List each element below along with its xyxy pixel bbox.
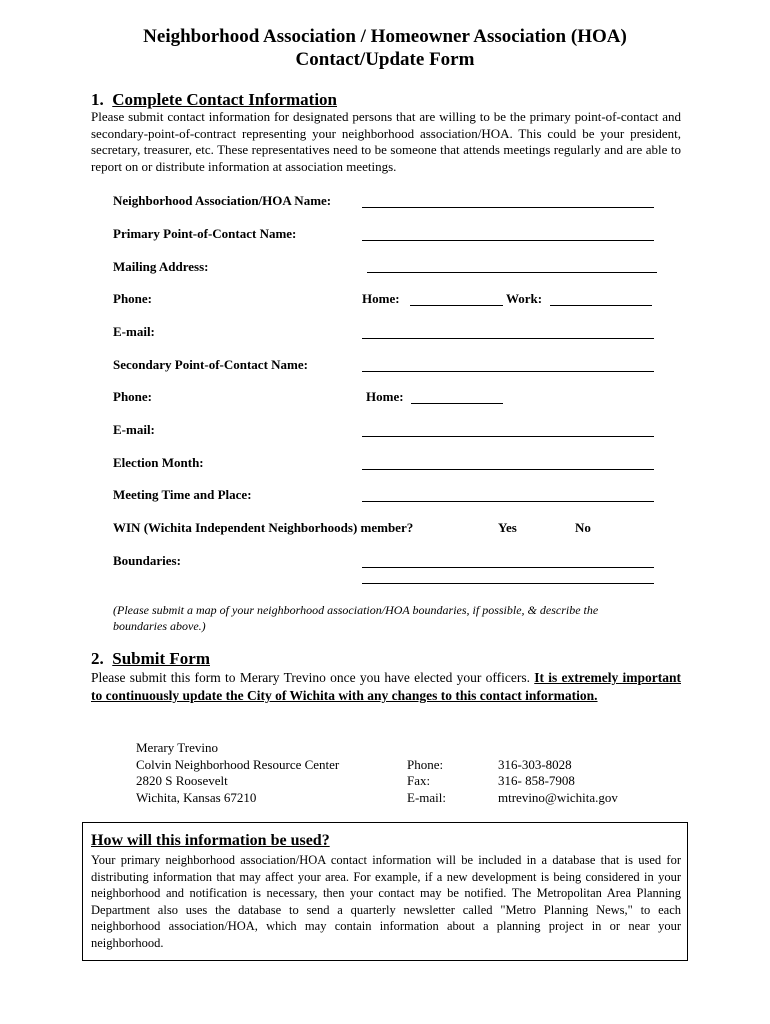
email1-field[interactable] — [362, 338, 654, 339]
contact-fax-label: Fax: — [407, 773, 431, 788]
email1-label: E-mail: — [113, 324, 155, 339]
boundaries-note: (Please submit a map of your neighborhood association/HOA boundaries, if possible, & describe the boundaries above.) — [113, 603, 599, 633]
contact-phone-label: Phone: — [407, 757, 444, 772]
mailing-address-field[interactable] — [367, 272, 657, 273]
section2-title: Submit Form — [112, 649, 210, 668]
contact-name: Merary Trevino — [136, 740, 218, 755]
election-month-field[interactable] — [362, 469, 654, 470]
contact-fax: 316- 858-7908 — [498, 773, 575, 788]
secondary-contact-field[interactable] — [362, 371, 654, 372]
section1-number: 1. — [91, 90, 104, 109]
phone1-label: Phone: — [113, 291, 152, 306]
boundaries-label: Boundaries: — [113, 553, 181, 568]
section2-text — [91, 669, 681, 705]
win-member-label: WIN (Wichita Independent Neighborhoods) member? — [113, 520, 414, 535]
meeting-label: Meeting Time and Place: — [113, 487, 252, 502]
usage-heading: How will this information be used? — [91, 832, 330, 849]
hoa-name-field[interactable] — [362, 207, 654, 208]
primary-contact-label: Primary Point-of-Contact Name: — [113, 226, 297, 241]
form-title-line1: Neighborhood Association / Homeowner Association (HOA) — [143, 26, 627, 47]
boundaries-field-line2[interactable] — [362, 583, 654, 584]
phone1-work-label: Work: — [506, 291, 543, 306]
win-yes-option[interactable]: Yes — [498, 520, 517, 535]
email2-label: E-mail: — [113, 422, 155, 437]
election-month-label: Election Month: — [113, 455, 204, 470]
contact-city: Wichita, Kansas 67210 — [136, 790, 257, 805]
section1-intro: Please submit contact information for designated persons that are willing to be the primary point-of-contact and secondary-point-of-contract representing your neighborhood association/HOA. This could be your president, secretary, treasurer, etc. These representatives need to be someone that attends meetings regularly and are able to report on or distribute information at association meetings. — [91, 109, 681, 174]
phone2-home-label: Home: — [366, 389, 404, 404]
contact-email[interactable]: mtrevino@wichita.gov — [498, 790, 618, 805]
primary-contact-field[interactable] — [362, 240, 654, 241]
section1-heading — [91, 90, 337, 110]
usage-text: Your primary neighborhood association/HOA contact information will be included in a database that is used for distributing information that may affect your area. For example, if a new development is being considered in your neighborhood and notification is necessary, then your contact may be notified. The Metropolitan Area Planning Department also uses the database to send a quarterly newsletter called "Metro Planning News," to each neighborhood association/HOA, which may contain information about a planning project in or near your neighborhood. — [91, 853, 681, 950]
phone2-home-field[interactable] — [411, 403, 503, 404]
section1-title: Complete Contact Information — [112, 90, 337, 109]
phone1-home-field[interactable] — [410, 305, 503, 306]
section2-text-emphasis: It is extremely important to continuously update the City of Wichita with any changes to this contact information. — [91, 670, 681, 703]
win-no-option[interactable]: No — [575, 520, 591, 535]
section2-text-plain: Please submit this form to Merary Trevino once you have elected your officers. — [91, 670, 535, 685]
form-title-line2: Contact/Update Form — [295, 49, 475, 70]
hoa-name-label: Neighborhood Association/HOA Name: — [113, 193, 332, 208]
contact-street: 2820 S Roosevelt — [136, 773, 228, 788]
section2-number: 2. — [91, 649, 104, 668]
contact-org: Colvin Neighborhood Resource Center — [136, 757, 340, 772]
contact-phone: 316-303-8028 — [498, 757, 572, 772]
phone2-label: Phone: — [113, 389, 152, 404]
phone1-work-field[interactable] — [550, 305, 652, 306]
mailing-address-label: Mailing Address: — [113, 259, 209, 274]
secondary-contact-label: Secondary Point-of-Contact Name: — [113, 357, 308, 372]
meeting-field[interactable] — [362, 501, 654, 502]
email2-field[interactable] — [362, 436, 654, 437]
phone1-home-label: Home: — [362, 291, 400, 306]
section2-heading — [91, 649, 210, 669]
boundaries-field-line1[interactable] — [362, 567, 654, 568]
contact-email-label: E-mail: — [407, 790, 446, 805]
